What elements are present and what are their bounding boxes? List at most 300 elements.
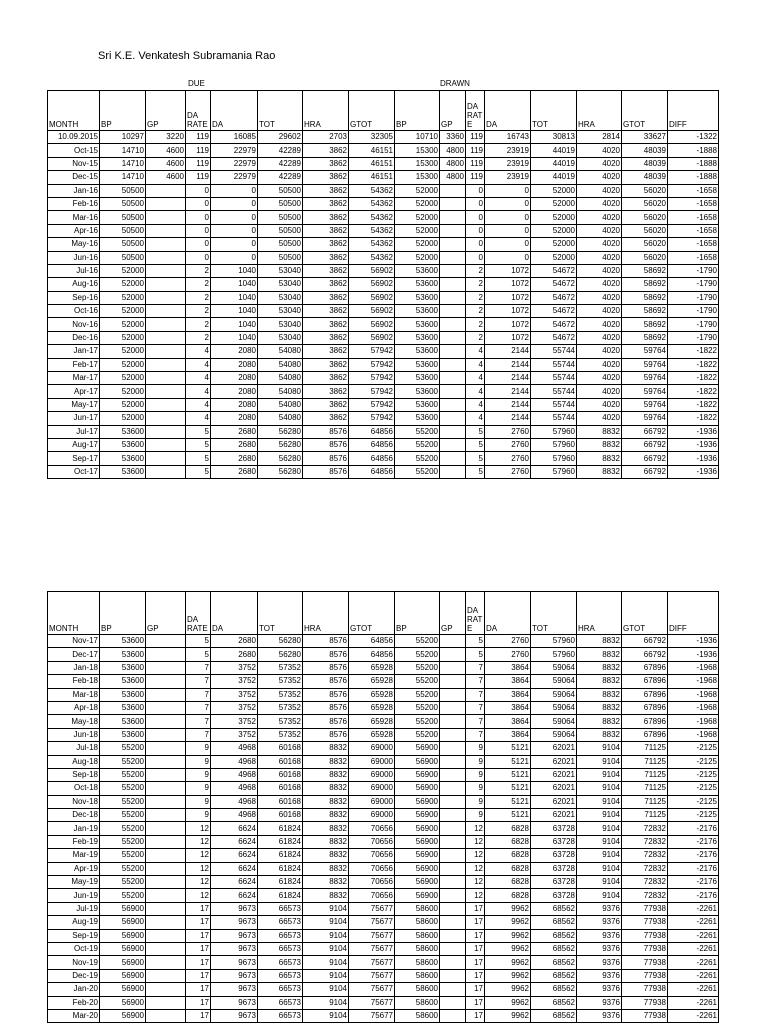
value-cell: 23919 (485, 144, 531, 157)
value-cell: 5121 (485, 768, 531, 781)
value-cell: 1040 (211, 305, 258, 318)
value-cell: 3862 (303, 345, 349, 358)
value-cell: 12 (466, 822, 485, 835)
value-cell: 66792 (622, 635, 668, 648)
value-cell: 55200 (395, 701, 440, 714)
table-row (48, 438, 719, 451)
value-cell: 3862 (303, 184, 349, 197)
value-cell: 56900 (395, 809, 440, 822)
value-cell (440, 755, 466, 768)
value-cell: 17 (186, 916, 211, 929)
value-cell: 2760 (485, 425, 531, 438)
month-cell: Mar-20 (48, 1009, 100, 1022)
value-cell (440, 969, 466, 982)
value-cell: 71125 (622, 742, 668, 755)
value-cell: 58692 (622, 331, 668, 344)
value-cell: 0 (211, 211, 258, 224)
month-cell: Jul-18 (48, 742, 100, 755)
value-cell: 7 (186, 701, 211, 714)
value-cell: 2 (466, 264, 485, 277)
value-cell: 54362 (349, 238, 395, 251)
value-cell: 3862 (303, 412, 349, 425)
value-cell: 4020 (577, 291, 622, 304)
value-cell: 56900 (395, 876, 440, 889)
value-cell: 66573 (258, 902, 303, 915)
value-cell: 55200 (100, 862, 146, 875)
value-cell: 9 (186, 809, 211, 822)
value-cell (146, 983, 186, 996)
value-cell (440, 929, 466, 942)
table-row (48, 648, 719, 661)
value-cell: 61824 (258, 849, 303, 862)
value-cell: 2680 (211, 425, 258, 438)
value-cell: -1936 (668, 452, 719, 465)
value-cell: 61824 (258, 822, 303, 835)
value-cell: 2760 (485, 438, 531, 451)
month-cell: Apr-17 (48, 385, 100, 398)
value-cell: 6624 (211, 876, 258, 889)
value-cell: 8832 (303, 862, 349, 875)
value-cell: 2760 (485, 635, 531, 648)
month-cell: Aug-18 (48, 755, 100, 768)
value-cell: 0 (211, 184, 258, 197)
value-cell (146, 862, 186, 875)
value-cell: 5 (466, 635, 485, 648)
value-cell: 75677 (349, 929, 395, 942)
value-cell: 2 (186, 318, 211, 331)
value-cell: 2 (186, 278, 211, 291)
value-cell: 9376 (577, 1009, 622, 1022)
month-cell: Feb-20 (48, 996, 100, 1009)
value-cell: 3752 (211, 728, 258, 741)
value-cell: 68562 (531, 902, 577, 915)
value-cell: 3752 (211, 701, 258, 714)
value-cell: -1888 (668, 171, 719, 184)
value-cell: 32305 (349, 131, 395, 144)
value-cell: 9 (466, 795, 485, 808)
value-cell: 12 (186, 849, 211, 862)
value-cell: 64856 (349, 465, 395, 478)
month-cell: Aug-19 (48, 916, 100, 929)
value-cell: 9962 (485, 942, 531, 955)
value-cell: 0 (466, 238, 485, 251)
value-cell: 9962 (485, 996, 531, 1009)
value-cell: 8832 (303, 889, 349, 902)
value-cell: 3862 (303, 157, 349, 170)
value-cell: 0 (485, 197, 531, 210)
value-cell: 9104 (577, 795, 622, 808)
value-cell: 53600 (100, 648, 146, 661)
value-cell: 68562 (531, 956, 577, 969)
month-cell: Apr-19 (48, 862, 100, 875)
value-cell: 4020 (577, 224, 622, 237)
column-header: BP (395, 91, 440, 131)
value-cell: 7 (186, 715, 211, 728)
value-cell: 9673 (211, 916, 258, 929)
value-cell: 8576 (303, 715, 349, 728)
value-cell: 70656 (349, 889, 395, 902)
value-cell: 50500 (100, 224, 146, 237)
value-cell: 72832 (622, 849, 668, 862)
value-cell: 50500 (258, 224, 303, 237)
value-cell: 9104 (303, 916, 349, 929)
value-cell: 17 (466, 1009, 485, 1022)
value-cell: 75677 (349, 956, 395, 969)
value-cell: 54362 (349, 224, 395, 237)
value-cell: 3862 (303, 385, 349, 398)
value-cell: 52000 (100, 291, 146, 304)
value-cell: 2680 (211, 452, 258, 465)
value-cell: 46151 (349, 144, 395, 157)
value-cell: 64856 (349, 648, 395, 661)
table-row (48, 862, 719, 875)
value-cell: 12 (466, 889, 485, 902)
value-cell: 56280 (258, 452, 303, 465)
value-cell: 17 (186, 1009, 211, 1022)
column-header: DIFF (668, 91, 719, 131)
value-cell: 4 (186, 358, 211, 371)
value-cell: 53600 (395, 291, 440, 304)
value-cell: -1968 (668, 715, 719, 728)
value-cell: 8832 (577, 648, 622, 661)
value-cell (146, 768, 186, 781)
table-row (48, 688, 719, 701)
value-cell: 2080 (211, 372, 258, 385)
value-cell: 59764 (622, 398, 668, 411)
value-cell: 64856 (349, 635, 395, 648)
value-cell: 52000 (531, 184, 577, 197)
value-cell: 53040 (258, 264, 303, 277)
value-cell: 66792 (622, 452, 668, 465)
value-cell: 44019 (531, 157, 577, 170)
value-cell: 5 (466, 438, 485, 451)
value-cell: 9376 (577, 916, 622, 929)
value-cell: 4020 (577, 318, 622, 331)
value-cell (146, 305, 186, 318)
value-cell: -2176 (668, 849, 719, 862)
value-cell: 9 (466, 742, 485, 755)
value-cell: 9104 (577, 755, 622, 768)
pay-arrears-table-2 (47, 591, 719, 1023)
value-cell: 59764 (622, 372, 668, 385)
value-cell: 56900 (395, 822, 440, 835)
value-cell: 6828 (485, 822, 531, 835)
value-cell: 75677 (349, 969, 395, 982)
value-cell: 9376 (577, 956, 622, 969)
value-cell: 68562 (531, 942, 577, 955)
value-cell: 77938 (622, 942, 668, 955)
column-header: DA (211, 592, 258, 635)
value-cell: 68562 (531, 969, 577, 982)
value-cell (146, 876, 186, 889)
value-cell: 6828 (485, 876, 531, 889)
value-cell: 56020 (622, 184, 668, 197)
value-cell: -2261 (668, 996, 719, 1009)
value-cell: 4 (466, 345, 485, 358)
value-cell (146, 224, 186, 237)
value-cell (440, 398, 466, 411)
value-cell: 66792 (622, 465, 668, 478)
value-cell (146, 438, 186, 451)
value-cell: 72832 (622, 862, 668, 875)
value-cell: 4 (466, 358, 485, 371)
value-cell: 57352 (258, 701, 303, 714)
value-cell: 56900 (395, 768, 440, 781)
value-cell: 4020 (577, 278, 622, 291)
table-row (48, 305, 719, 318)
value-cell: 64856 (349, 425, 395, 438)
value-cell (440, 742, 466, 755)
column-header: TOT (258, 592, 303, 635)
value-cell: 2 (466, 278, 485, 291)
value-cell: 57352 (258, 688, 303, 701)
value-cell: 3864 (485, 728, 531, 741)
value-cell: 72832 (622, 822, 668, 835)
value-cell: 7 (186, 688, 211, 701)
value-cell: 9 (466, 809, 485, 822)
value-cell: 9104 (303, 956, 349, 969)
value-cell: 119 (466, 131, 485, 144)
value-cell: 5121 (485, 795, 531, 808)
value-cell: 17 (186, 969, 211, 982)
value-cell: -1790 (668, 305, 719, 318)
value-cell: 66573 (258, 983, 303, 996)
value-cell: 56280 (258, 648, 303, 661)
value-cell: 68562 (531, 983, 577, 996)
value-cell: 6828 (485, 862, 531, 875)
value-cell: 66573 (258, 916, 303, 929)
value-cell: 71125 (622, 782, 668, 795)
value-cell: 9 (186, 742, 211, 755)
value-cell (146, 184, 186, 197)
value-cell: 0 (485, 224, 531, 237)
value-cell: 56020 (622, 238, 668, 251)
table-row (48, 715, 719, 728)
value-cell: 3862 (303, 251, 349, 264)
value-cell (440, 224, 466, 237)
value-cell: 52000 (100, 305, 146, 318)
value-cell: 52000 (100, 412, 146, 425)
value-cell: 54672 (531, 291, 577, 304)
value-cell: 8832 (577, 728, 622, 741)
value-cell: -1790 (668, 331, 719, 344)
value-cell (146, 452, 186, 465)
value-cell: 56900 (100, 983, 146, 996)
value-cell: 8832 (577, 465, 622, 478)
value-cell: 55200 (100, 742, 146, 755)
value-cell: 57960 (531, 452, 577, 465)
value-cell: 42289 (258, 144, 303, 157)
value-cell: 53600 (100, 465, 146, 478)
value-cell: 2080 (211, 412, 258, 425)
column-header: GP (146, 592, 186, 635)
month-cell: Nov-16 (48, 318, 100, 331)
value-cell: 3862 (303, 305, 349, 318)
value-cell: 5 (186, 635, 211, 648)
value-cell: 3862 (303, 318, 349, 331)
month-cell: Nov-15 (48, 157, 100, 170)
value-cell: 17 (186, 929, 211, 942)
value-cell: 119 (186, 171, 211, 184)
value-cell: 17 (186, 942, 211, 955)
value-cell: -2125 (668, 742, 719, 755)
value-cell (146, 425, 186, 438)
value-cell: 55200 (100, 835, 146, 848)
table-row (48, 412, 719, 425)
value-cell: 69000 (349, 755, 395, 768)
value-cell (146, 1009, 186, 1022)
value-cell: 4968 (211, 795, 258, 808)
value-cell: 2080 (211, 398, 258, 411)
value-cell: 71125 (622, 768, 668, 781)
value-cell: 9104 (577, 862, 622, 875)
column-header: GTOT (622, 91, 668, 131)
value-cell: 55200 (395, 688, 440, 701)
month-cell: Aug-16 (48, 278, 100, 291)
value-cell: 52000 (395, 197, 440, 210)
value-cell: 5 (466, 425, 485, 438)
value-cell: 9 (186, 755, 211, 768)
value-cell: 12 (186, 889, 211, 902)
value-cell: 9 (466, 782, 485, 795)
month-cell: Jun-16 (48, 251, 100, 264)
column-header: DA (485, 592, 531, 635)
value-cell: 58600 (395, 929, 440, 942)
drawn-section-label: DRAWN (440, 79, 470, 88)
value-cell: 58600 (395, 902, 440, 915)
value-cell: 17 (466, 942, 485, 955)
value-cell (440, 889, 466, 902)
value-cell: 56900 (100, 916, 146, 929)
value-cell: 55200 (100, 849, 146, 862)
value-cell: 56902 (349, 305, 395, 318)
value-cell: -1658 (668, 224, 719, 237)
value-cell: 54080 (258, 372, 303, 385)
value-cell: 2 (186, 291, 211, 304)
value-cell: 8832 (577, 675, 622, 688)
value-cell: 8832 (577, 715, 622, 728)
value-cell: 52000 (100, 372, 146, 385)
value-cell (146, 701, 186, 714)
table-row (48, 425, 719, 438)
value-cell: 6624 (211, 835, 258, 848)
month-cell: Jul-17 (48, 425, 100, 438)
value-cell: 5 (186, 438, 211, 451)
column-header: BP (100, 91, 146, 131)
value-cell (146, 675, 186, 688)
value-cell: 3360 (440, 131, 466, 144)
value-cell: 57352 (258, 728, 303, 741)
value-cell: 14710 (100, 171, 146, 184)
column-header: MONTH (48, 592, 100, 635)
value-cell: 58600 (395, 956, 440, 969)
table-row (48, 331, 719, 344)
value-cell: 14710 (100, 157, 146, 170)
value-cell: 67896 (622, 715, 668, 728)
value-cell: 8576 (303, 728, 349, 741)
value-cell: 9104 (577, 822, 622, 835)
value-cell: 17 (466, 902, 485, 915)
value-cell: 59064 (531, 715, 577, 728)
value-cell: 54672 (531, 331, 577, 344)
value-cell: 65928 (349, 688, 395, 701)
value-cell: 56900 (100, 996, 146, 1009)
value-cell: 77938 (622, 996, 668, 1009)
value-cell: 5121 (485, 755, 531, 768)
month-cell: Jun-19 (48, 889, 100, 902)
value-cell: 60168 (258, 755, 303, 768)
value-cell: 70656 (349, 835, 395, 848)
table-row (48, 157, 719, 170)
table-row (48, 742, 719, 755)
value-cell: 72832 (622, 835, 668, 848)
value-cell: 56900 (100, 969, 146, 982)
value-cell: 3862 (303, 197, 349, 210)
value-cell: 66792 (622, 425, 668, 438)
value-cell: 56280 (258, 425, 303, 438)
value-cell: 2144 (485, 372, 531, 385)
value-cell: 12 (466, 876, 485, 889)
value-cell: 63728 (531, 822, 577, 835)
value-cell: 55200 (395, 452, 440, 465)
value-cell: 8576 (303, 465, 349, 478)
value-cell: 2144 (485, 398, 531, 411)
value-cell (146, 849, 186, 862)
value-cell (440, 211, 466, 224)
value-cell: 4968 (211, 809, 258, 822)
value-cell: 4020 (577, 184, 622, 197)
month-cell: Oct-18 (48, 782, 100, 795)
value-cell: 9104 (577, 889, 622, 902)
value-cell: 61824 (258, 876, 303, 889)
value-cell: 16743 (485, 131, 531, 144)
value-cell: 2 (466, 331, 485, 344)
value-cell: 67896 (622, 701, 668, 714)
value-cell (440, 795, 466, 808)
value-cell (440, 648, 466, 661)
table-row (48, 385, 719, 398)
value-cell: 8832 (577, 452, 622, 465)
value-cell: 55200 (100, 809, 146, 822)
value-cell: 8576 (303, 648, 349, 661)
value-cell: 2814 (577, 131, 622, 144)
value-cell: 70656 (349, 849, 395, 862)
value-cell: -1822 (668, 358, 719, 371)
value-cell: 56900 (395, 889, 440, 902)
value-cell: 12 (186, 835, 211, 848)
value-cell: 58600 (395, 996, 440, 1009)
value-cell: 66573 (258, 996, 303, 1009)
value-cell: 75677 (349, 916, 395, 929)
value-cell (146, 835, 186, 848)
value-cell: 119 (186, 144, 211, 157)
value-cell (440, 809, 466, 822)
value-cell (440, 372, 466, 385)
value-cell: -2261 (668, 969, 719, 982)
value-cell: 58600 (395, 969, 440, 982)
value-cell: 9104 (303, 902, 349, 915)
value-cell: 8576 (303, 438, 349, 451)
table-row (48, 902, 719, 915)
value-cell: 3862 (303, 211, 349, 224)
value-cell: 72832 (622, 889, 668, 902)
value-cell: 9962 (485, 983, 531, 996)
value-cell: 62021 (531, 768, 577, 781)
value-cell: 5 (186, 465, 211, 478)
value-cell: 52000 (395, 184, 440, 197)
value-cell: -1822 (668, 398, 719, 411)
value-cell: 4 (186, 412, 211, 425)
